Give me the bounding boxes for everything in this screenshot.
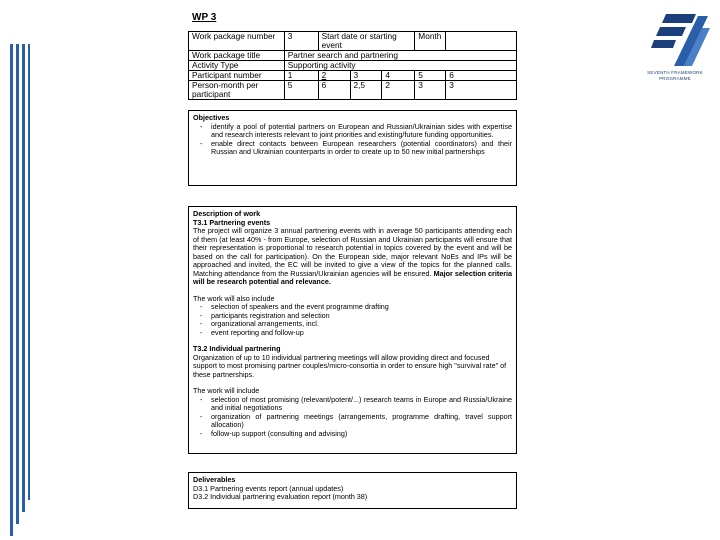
list-item: - enable direct contacts between European researchers (potential coordinators) and their Russian and Ukrainian counterparts in order to create up to 50 new initial partnerships <box>211 140 512 157</box>
work-package-table <box>188 31 517 100</box>
decorative-rule-3 <box>22 44 25 512</box>
deliverables-heading: Deliverables <box>193 475 236 484</box>
deliverable-item: D3.2 Individual partnering evaluation report (month 38) <box>193 492 368 501</box>
table-cell: 3 <box>284 32 318 51</box>
objectives-heading: Objectives <box>193 113 230 122</box>
table-row <box>189 32 517 51</box>
t31-text: The project will organize 3 annual partnering events with in average 50 participants attending each of them (at least 40% - from Europe, selection of Russian and Ukrainian participants will ensure that their representation is proportional to research potential in topics covered by the event and will be based on the call for participation). On the European side, major relevant NoEs and IPs will be approached and invited, the EC will be invited to give a view of the topics for the planned calls. Matching attendance from the Russian/Ukrainian agencies will be ensured. <box>193 226 512 278</box>
table-cell: 5 <box>284 81 318 100</box>
table-cell: 4 <box>382 71 415 81</box>
table-row <box>189 51 517 61</box>
table-cell: Start date or starting event <box>318 32 415 51</box>
table-cell: 3 <box>415 81 446 100</box>
t31-list-intro: The work will also include <box>193 293 275 303</box>
logo-caption <box>636 70 714 82</box>
table-cell: 1 <box>284 71 318 81</box>
wp-title: WP 3 <box>192 12 217 23</box>
logo-caption-line-1: SEVENTH FRAMEWORK <box>647 70 703 75</box>
table-cell <box>446 32 517 51</box>
list-item: - organization of partnering meetings (arrangements, programme drafting, travel support allocation) <box>211 413 512 430</box>
table-cell: Work package number <box>189 32 285 51</box>
list-item: - follow-up support (consulting and advising) <box>211 430 512 439</box>
t32-list <box>193 396 512 439</box>
table-row <box>189 81 517 100</box>
table-cell: 2 <box>318 71 350 81</box>
list-item: - participants registration and selection <box>211 312 512 321</box>
table-cell: 2 <box>382 81 415 100</box>
table-cell: 3 <box>446 81 517 100</box>
table-cell: Supporting activity <box>284 61 516 71</box>
t31-list <box>193 303 512 337</box>
list-item: - selection of speakers and the event programme drafting <box>211 303 512 312</box>
table-cell: 6 <box>318 81 350 100</box>
table-row <box>189 61 517 71</box>
fp7-logo <box>636 10 714 82</box>
objectives-list <box>193 123 512 157</box>
decorative-rule-2 <box>16 44 19 524</box>
deliverable-item: D3.1 Partnering events report (annual updates) <box>193 483 344 493</box>
decorative-rule-4 <box>28 44 30 500</box>
table-cell: Participant number <box>189 71 285 81</box>
list-item: - organizational arrangements, incl. <box>211 320 512 329</box>
decorative-rule-1 <box>10 44 13 536</box>
t31-paragraph <box>193 227 512 287</box>
fp7-logo-icon <box>636 10 714 70</box>
t32-list-intro: The work will include <box>193 386 260 395</box>
t31-text-bold: Major selection criteria will be research potential and relevance. <box>193 268 513 286</box>
description-box <box>188 206 517 454</box>
table-row <box>189 71 517 81</box>
t32-paragraph: Organization of up to 10 individual partnering meetings will allow providing direct and focused support to most promising partner couples/micro-consortia in order to ensure high "survival rate" of these partnerships. <box>193 352 507 379</box>
table-cell: Activity Type <box>189 61 285 71</box>
table-cell: 3 <box>350 71 382 81</box>
objectives-box <box>188 110 517 186</box>
list-item: - identify a pool of potential partners on European and Russian/Ukrainian sides with expertise and research interests relevant to joint priorities and existing/future funding opportunities. <box>211 123 512 140</box>
table-cell: Partner search and partnering <box>284 51 516 61</box>
table-cell: Month <box>415 32 446 51</box>
table-cell: 5 <box>415 71 446 81</box>
list-item: - selection of most promising (relevant/potent/...) research teams in Europe and Russia/Ukraine and initial negotiations <box>211 396 512 413</box>
description-heading: Description of work <box>193 209 261 218</box>
table-cell: 6 <box>446 71 517 81</box>
deliverables-box <box>188 472 517 509</box>
table-cell: Person-month per participant <box>189 81 285 100</box>
table-cell: 2,5 <box>350 81 382 100</box>
t31-heading: T3.1 Partnering events <box>193 217 271 227</box>
logo-caption-line-2: PROGRAMME <box>659 76 691 81</box>
list-item: - event reporting and follow-up <box>211 329 512 338</box>
t32-heading: T3.2 Individual partnering <box>193 344 281 353</box>
table-cell: Work package title <box>189 51 285 61</box>
